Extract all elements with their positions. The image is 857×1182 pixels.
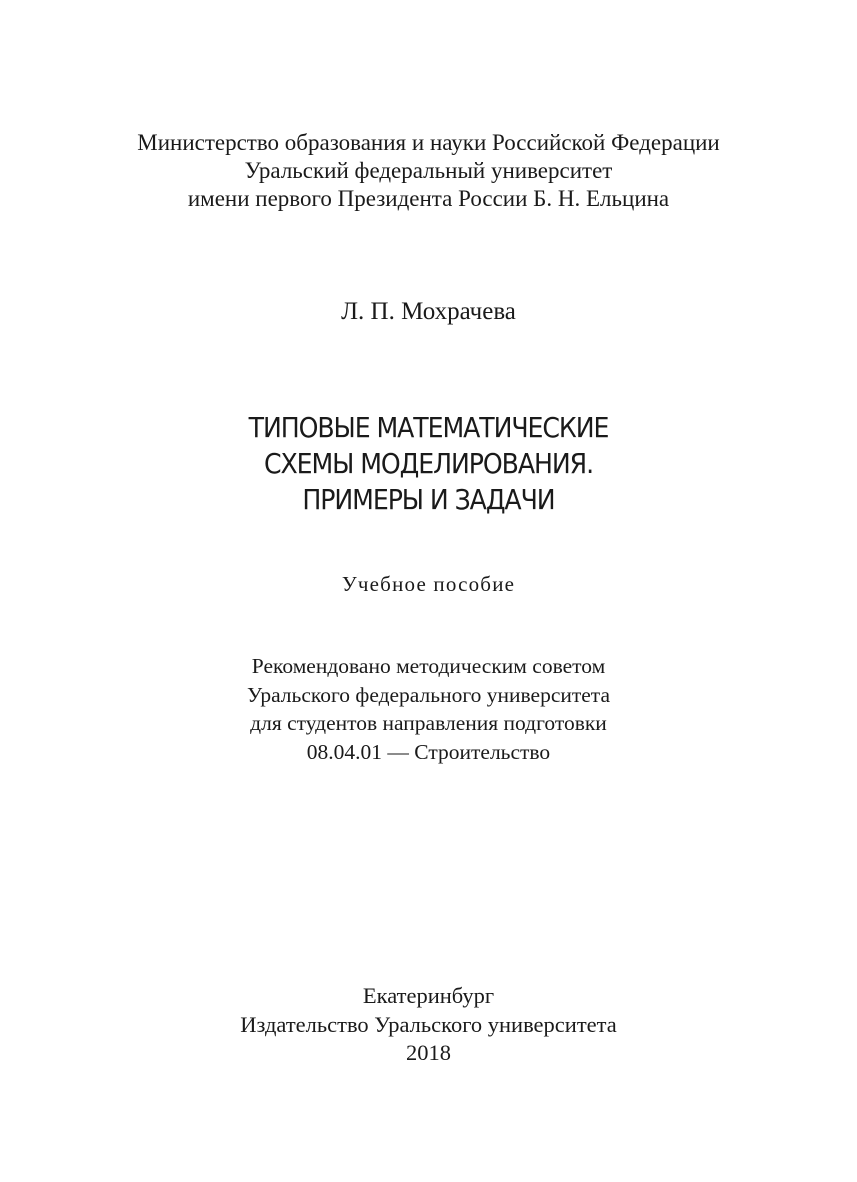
university-name-line: имени первого Президента России Б. Н. Ельцина bbox=[187, 186, 670, 211]
book-subtitle: Учебное пособие bbox=[341, 572, 516, 596]
recommendation-line-3: для студентов направления подготовки bbox=[250, 711, 607, 735]
book-title bbox=[43, 410, 814, 518]
recommendation-note bbox=[0, 652, 857, 766]
institution-header bbox=[0, 129, 857, 213]
title-line-3: ПРИМЕРЫ И ЗАДАЧИ bbox=[302, 483, 555, 516]
ministry-line: Министерство образования и науки Российской Федерации bbox=[137, 130, 720, 155]
imprint-city: Екатеринбург bbox=[362, 983, 495, 1008]
title-line-1: ТИПОВЫЕ МАТЕМАТИЧЕСКИЕ bbox=[248, 411, 609, 444]
university-line: Уральский федеральный университет bbox=[244, 158, 613, 183]
recommendation-line-4: 08.04.01 — Строительство bbox=[306, 739, 551, 764]
recommendation-line-1: Рекомендовано методическим советом bbox=[251, 654, 606, 678]
recommendation-line-2: Уральского федерального университета bbox=[246, 682, 611, 707]
imprint-publisher: Издательство Уральского университета bbox=[240, 1011, 617, 1037]
imprint-year: 2018 bbox=[406, 1040, 451, 1065]
title-line-2: СХЕМЫ МОДЕЛИРОВАНИЯ. bbox=[263, 447, 594, 480]
author-name: Л. П. Мохрачева bbox=[341, 298, 516, 325]
imprint bbox=[0, 982, 857, 1068]
